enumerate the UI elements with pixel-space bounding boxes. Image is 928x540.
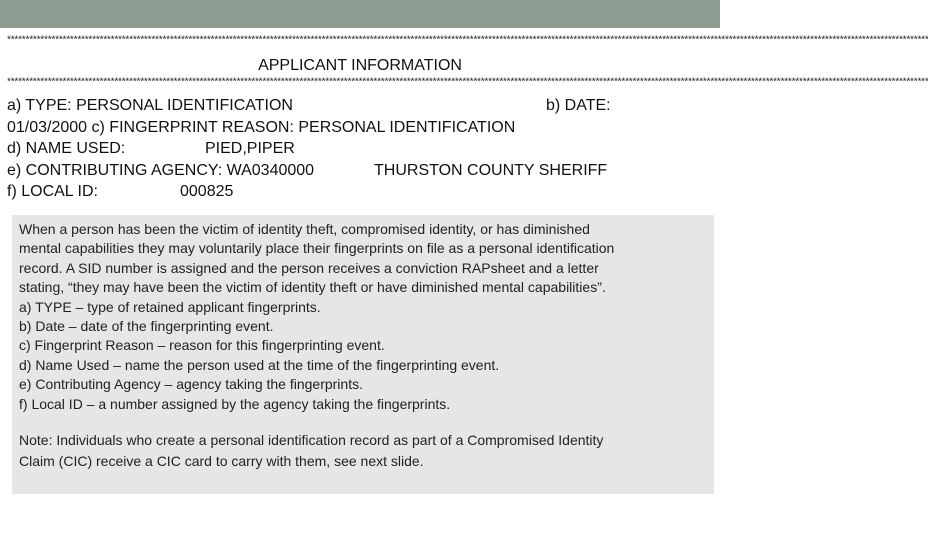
note-line: Note: Individuals who create a personal identification record as part of a Compromised Identity bbox=[19, 432, 604, 448]
date-reason-field: 01/03/2000 c) FINGERPRINT REASON: PERSONAL IDENTIFICATION bbox=[7, 118, 516, 136]
date-label: b) DATE: bbox=[546, 97, 611, 114]
section-title: APPLICANT INFORMATION bbox=[258, 57, 462, 74]
asterisk-divider-top: ********************************************************************************************************************************************************************************************************************************************************* bbox=[6, 36, 928, 47]
agency-label: e) CONTRIBUTING AGENCY: WA0340000 bbox=[7, 161, 315, 179]
cic-note bbox=[19, 430, 709, 472]
explanation-line: When a person has been the victim of identity theft, compromised identity, or has diminished bbox=[19, 221, 590, 237]
local-id-label: f) LOCAL ID: bbox=[7, 183, 98, 200]
explanation-line: d) Name Used – name the person used at the time of the fingerprinting event. bbox=[19, 356, 500, 373]
record-line-local-id bbox=[7, 181, 713, 203]
explanation-text bbox=[19, 220, 709, 414]
explanation-line: mental capabilities they may voluntarily place their fingerprints on file as a personal identification bbox=[19, 240, 615, 257]
agency-name: THURSTON COUNTY SHERIFF bbox=[374, 161, 608, 179]
explanation-line: b) Date – date of the fingerprinting event. bbox=[19, 318, 274, 335]
explanation-line: record. A SID number is assigned and the person receives a conviction RAPsheet and a letter bbox=[19, 259, 599, 276]
explanation-box bbox=[12, 215, 714, 494]
local-id-value: 000825 bbox=[180, 183, 234, 200]
record-line-date-reason bbox=[7, 117, 713, 139]
explanation-line: stating, “they may have been the victim of identity theft or have diminished mental capabilities”. bbox=[19, 279, 606, 296]
record-line-name bbox=[7, 138, 713, 160]
record-line-type bbox=[7, 95, 713, 117]
record-line-agency bbox=[7, 160, 713, 182]
asterisk-divider-bottom: ********************************************************************************************************************************************************************************************************************************************************* bbox=[6, 78, 928, 89]
explanation-line: c) Fingerprint Reason – reason for this fingerprinting event. bbox=[19, 337, 385, 354]
explanation-line: e) Contributing Agency – agency taking the fingerprints. bbox=[19, 376, 363, 393]
type-field: a) TYPE: PERSONAL IDENTIFICATION bbox=[7, 97, 293, 114]
explanation-line: a) TYPE – type of retained applicant fingerprints. bbox=[19, 298, 321, 315]
explanation-line: f) Local ID – a number assigned by the agency taking the fingerprints. bbox=[19, 395, 451, 412]
name-label: d) NAME USED: bbox=[7, 140, 126, 157]
name-value: PIED,PIPER bbox=[205, 140, 295, 157]
top-banner-bar bbox=[0, 0, 720, 28]
applicant-record bbox=[7, 95, 713, 203]
note-line: Claim (CIC) receive a CIC card to carry with them, see next slide. bbox=[19, 453, 424, 469]
